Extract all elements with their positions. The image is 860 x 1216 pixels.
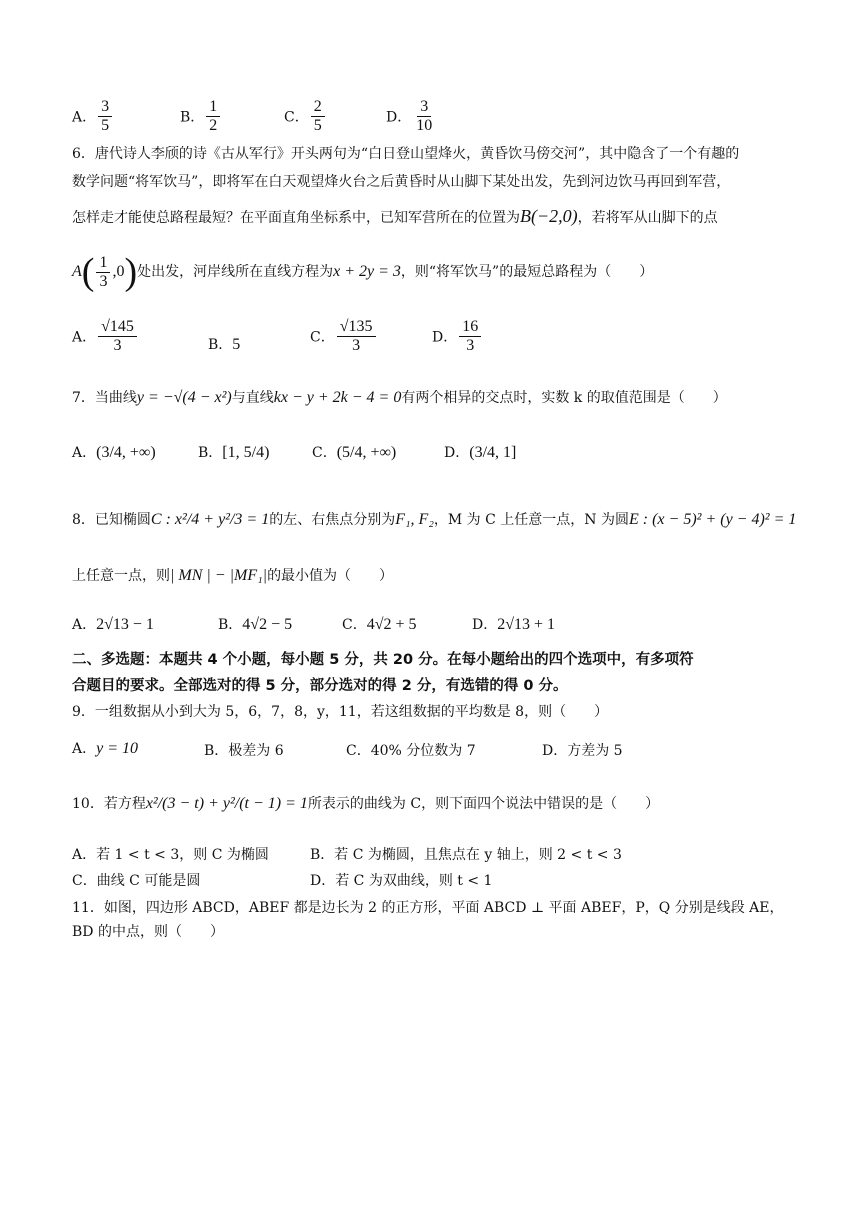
- distance-expression: | MN | − |MF₁|: [170, 567, 268, 584]
- q10-option-b: B．若 C 为椭圆，且焦点在 y 轴上，则 2 < t < 3: [310, 847, 622, 863]
- q9-option-a: A．y = 10: [72, 740, 139, 757]
- q6-line-1: 6．唐代诗人李颀的诗《古从军行》开头两句为“白日登山望烽火，黄昏饮马傍交河”，其中隐含了一个有趣的: [72, 146, 740, 162]
- numerator: 1: [206, 98, 220, 117]
- denominator: 5: [313, 117, 322, 134]
- q6-option-c: C． $\frac{√135}{3}$: [310, 318, 378, 355]
- denominator: 2: [209, 117, 218, 134]
- numerator: 3: [417, 98, 431, 117]
- q7-option-d: D．(3/4, 1]: [444, 444, 517, 461]
- q8-option-b: B．4√2 − 5: [218, 616, 293, 633]
- q11-line-1: 11．如图，四边形 ABCD，ABEF 都是边长为 2 的正方形，平面 ABCD ⊥ 平面 ABEF，P，Q 分别是线段 AE，: [72, 900, 784, 916]
- q10-stem: 10．若方程x²/(3 − t) + y²/(t − 1) = 1所表示的曲线为 C，则下面四个说法中错误的是（ ）: [72, 795, 660, 812]
- q8-option-a: A．2√13 − 1: [72, 616, 154, 633]
- q9-option-d: D．方差为 5: [542, 743, 623, 759]
- line-equation: kx − y + 2k − 4 = 0: [273, 389, 402, 406]
- q5-option-c: C． $\frac{2}{5}$: [284, 98, 327, 135]
- numerator: 2: [311, 98, 325, 117]
- q10-option-c: C．曲线 C 可能是圆: [72, 873, 201, 889]
- q8-option-d: D．2√13 + 1: [472, 616, 556, 633]
- q6-option-d: D． $\frac{16}{3}$: [432, 318, 483, 355]
- q6-option-a: A． $\frac{√145}{3}$: [72, 318, 139, 355]
- q11-line-2: BD 的中点，则（ ）: [72, 924, 224, 940]
- q9-option-b: B．极差为 6: [204, 743, 284, 759]
- q7-option-a: A．(3/4, +∞): [72, 444, 156, 461]
- q7-option-c: C．(5/4, +∞): [312, 444, 397, 461]
- point-a: A: [72, 263, 82, 280]
- q8-line-1: 8．已知椭圆C : x²/4 + y²/3 = 1的左、右焦点分别为F₁, F₂，M 为 C 上任意一点，N 为圆E : (x − 5)² + (y − 4)² = 1: [72, 511, 797, 528]
- ellipse-equation: C : x²/4 + y²/3 = 1: [150, 511, 270, 528]
- q10-option-a: A．若 1 < t < 3，则 C 为椭圆: [72, 847, 269, 863]
- circle-equation: E : (x − 5)² + (y − 4)² = 1: [628, 511, 797, 528]
- section-2-line-2: 合题目的要求。全部选对的得 5 分，部分选对的得 2 分，有选错的得 0 分。: [72, 678, 568, 694]
- q9-option-c: C．40% 分位数为 7: [346, 743, 476, 759]
- numerator: 3: [98, 98, 112, 117]
- denominator: 5: [101, 117, 110, 134]
- foci: F₁, F₂: [395, 511, 434, 528]
- point-b: B(−2,0): [520, 206, 578, 226]
- q6-line-2: 数学问题“将军饮马”，即将军在白天观望烽火台之后黄昏时从山脚下某处出发，先到河边饮马再回到军营，: [72, 174, 731, 190]
- q9-stem: 9．一组数据从小到大为 5，6，7，8，y，11，若这组数据的平均数是 8，则（ ）: [72, 704, 609, 720]
- riverbank-equation: x + 2y = 3: [333, 263, 401, 280]
- q8-line-2: 上任意一点，则| MN | − |MF₁|的最小值为（ ）: [72, 567, 394, 584]
- q6-option-b: B．5: [208, 336, 241, 353]
- curve-equation: y = −√(4 − x²): [136, 389, 232, 406]
- q6-line-4: A( $\frac{1}{3}$ ,0)处出发，河岸线所在直线方程为x + 2y = 3，则“将军饮马”的最短总路程为（ ）: [72, 251, 654, 293]
- q6-line-3: 怎样走才能使总路程最短？在平面直角坐标系中，已知军营所在的位置为B(−2,0)，若将军从山脚下的点: [72, 206, 718, 226]
- denominator: 10: [416, 117, 433, 134]
- section-2-line-1: 二、多选题：本题共 4 个小题，每小题 5 分，共 20 分。在每小题给出的四个选项中，有多项符: [72, 652, 694, 668]
- q7-option-b: B．[1, 5/4): [198, 444, 270, 461]
- q5-option-b: B． $\frac{1}{2}$: [180, 98, 222, 135]
- q8-option-c: C．4√2 + 5: [342, 616, 417, 633]
- curve-equation: x²/(3 − t) + y²/(t − 1) = 1: [145, 795, 308, 812]
- q7-stem: 7．当曲线y = −√(4 − x²)与直线kx − y + 2k − 4 = 0有两个相异的交点时，实数 k 的取值范围是（ ）: [72, 389, 727, 406]
- q5-option-d: D． $\frac{3}{10}$: [386, 98, 437, 135]
- q10-option-d: D．若 C 为双曲线，则 t < 1: [310, 873, 493, 889]
- q5-option-a: A． $\frac{3}{5}$: [72, 98, 114, 135]
